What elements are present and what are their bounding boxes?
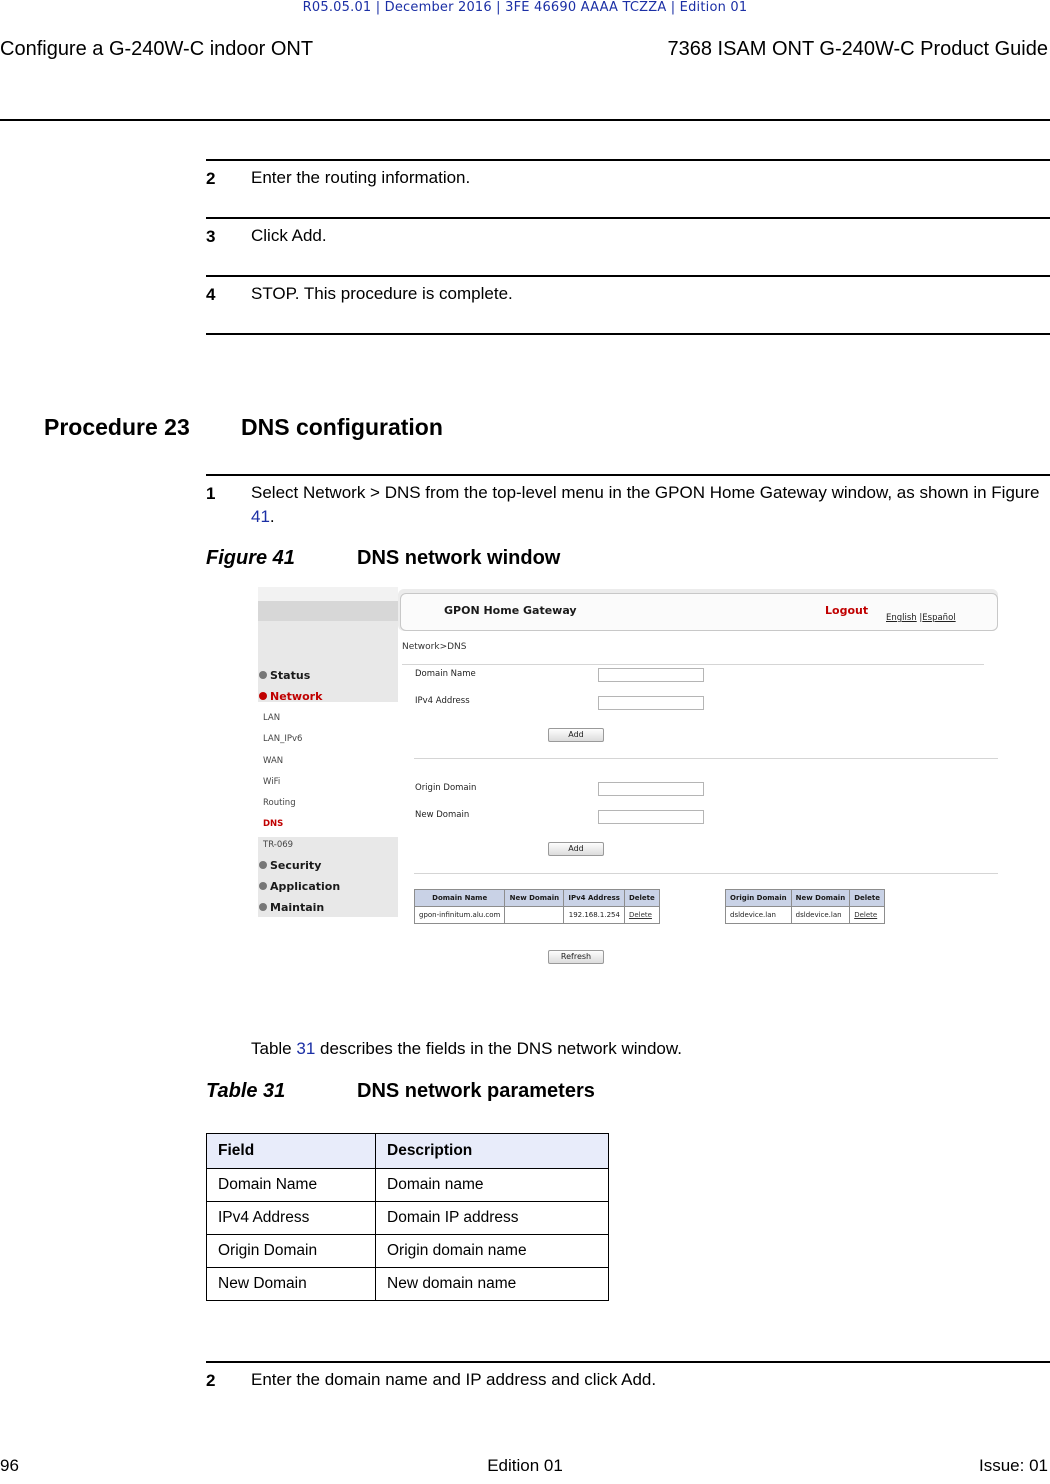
table-cell xyxy=(850,907,885,924)
table-cell: dsldevice.lan xyxy=(791,907,850,924)
nav-sub-lan[interactable]: LAN xyxy=(263,713,281,723)
dns-rename-table xyxy=(725,889,885,924)
table-intro-text xyxy=(251,1037,682,1061)
header-chapter-title: Configure a G-240W-C indoor ONT xyxy=(0,38,314,60)
add-button-2[interactable]: Add xyxy=(548,842,604,856)
table-row xyxy=(207,1202,609,1235)
column-header: IPv4 Address xyxy=(564,890,625,907)
step-number: 2 xyxy=(206,1371,216,1390)
table-row xyxy=(207,1235,609,1268)
nav-sub-dns[interactable]: DNS xyxy=(263,819,284,829)
delete-link[interactable]: Delete xyxy=(628,911,652,919)
column-header: Delete xyxy=(624,890,659,907)
figure-label: Figure 41 xyxy=(206,547,295,569)
step-text: Enter the routing information. xyxy=(251,168,471,187)
header-guide-title: 7368 ISAM ONT G-240W-C Product Guide xyxy=(667,38,1048,60)
nav-sub-wan[interactable]: WAN xyxy=(263,756,284,766)
nav-maintain[interactable]: Maintain xyxy=(270,901,325,914)
language-switch xyxy=(886,613,956,623)
step-text-part: Select Network > DNS from the top-level menu in the GPON Home Gateway window, as shown in Figure xyxy=(251,483,1040,502)
lang-espanol-link[interactable]: Español xyxy=(922,613,956,623)
page-number: 96 xyxy=(0,1456,19,1475)
lang-english-link[interactable]: English xyxy=(886,613,917,623)
column-header: New Domain xyxy=(791,890,850,907)
nav-sub-wifi[interactable]: WiFi xyxy=(263,777,281,787)
column-header: Origin Domain xyxy=(726,890,792,907)
table-row xyxy=(726,907,885,924)
domain-name-input[interactable] xyxy=(598,668,704,682)
step-rule xyxy=(206,159,1050,161)
nav-security[interactable]: Security xyxy=(270,859,322,872)
column-header: Domain Name xyxy=(415,890,505,907)
origin-domain-input[interactable] xyxy=(598,782,704,796)
step-text: Enter the domain name and IP address and click Add. xyxy=(251,1370,657,1389)
nav-application[interactable]: Application xyxy=(270,880,341,893)
table-title: DNS network parameters xyxy=(357,1080,595,1102)
step-text: Click Add. xyxy=(251,226,327,245)
lang-separator: | xyxy=(919,613,923,623)
table-cell xyxy=(624,907,659,924)
footer-edition: Edition 01 xyxy=(487,1456,563,1475)
step-rule xyxy=(206,333,1050,335)
expand-icon xyxy=(259,861,267,869)
column-header: Delete xyxy=(850,890,885,907)
sidebar-top xyxy=(258,587,398,601)
origin-domain-label: Origin Domain xyxy=(415,783,477,793)
table-cell: IPv4 Address xyxy=(207,1202,376,1235)
footer-issue: Issue: 01 xyxy=(979,1456,1048,1475)
document-watermark: R05.05.01 | December 2016 | 3FE 46690 AAAA TCZZA | Edition 01 xyxy=(302,0,748,15)
step-rule xyxy=(206,217,1050,219)
table-cell: New domain name xyxy=(376,1268,609,1301)
table-cell: 192.168.1.254 xyxy=(564,907,625,924)
divider xyxy=(402,664,984,665)
step-rule xyxy=(206,1361,1050,1363)
divider xyxy=(414,758,998,759)
step-text: STOP. This procedure is complete. xyxy=(251,284,513,303)
table-cell: Domain name xyxy=(376,1169,609,1202)
breadcrumb: Network>DNS xyxy=(402,642,467,652)
step-number: 1 xyxy=(206,484,216,503)
dns-host-table xyxy=(414,889,660,924)
nav-status[interactable]: Status xyxy=(270,669,311,682)
nav-sub-tr069[interactable]: TR-069 xyxy=(263,840,294,850)
table-cell xyxy=(505,907,564,924)
step-number: 3 xyxy=(206,227,216,246)
new-domain-input[interactable] xyxy=(598,810,704,824)
ipv4-address-label: IPv4 Address xyxy=(415,696,470,706)
step-number: 4 xyxy=(206,285,216,304)
procedure-title: DNS configuration xyxy=(241,414,443,440)
header-rule xyxy=(0,119,1050,121)
table-row xyxy=(207,1169,609,1202)
figure-title: DNS network window xyxy=(357,547,561,569)
step-rule xyxy=(206,474,1050,476)
collapse-icon xyxy=(259,692,267,700)
nav-sub-routing[interactable]: Routing xyxy=(263,798,296,808)
text-part: Table xyxy=(251,1039,297,1058)
column-header: Field xyxy=(207,1134,376,1169)
table-cell: Domain Name xyxy=(207,1169,376,1202)
table-cell: Origin Domain xyxy=(207,1235,376,1268)
divider xyxy=(414,873,998,874)
step-rule xyxy=(206,275,1050,277)
table-cell: New Domain xyxy=(207,1268,376,1301)
column-header: Description xyxy=(376,1134,609,1169)
table-cell: dsldevice.lan xyxy=(726,907,792,924)
logout-link[interactable]: Logout xyxy=(825,604,869,617)
figure-link[interactable]: 41 xyxy=(251,507,270,526)
dns-window-screenshot xyxy=(258,587,998,977)
table-cell: Origin domain name xyxy=(376,1235,609,1268)
step-number: 2 xyxy=(206,169,216,188)
refresh-button[interactable]: Refresh xyxy=(548,950,604,964)
delete-link[interactable]: Delete xyxy=(854,911,878,919)
procedure-label: Procedure 23 xyxy=(44,414,190,440)
table-cell: gpon-infinitum.alu.com xyxy=(415,907,505,924)
step-text xyxy=(251,481,1041,529)
gateway-title: GPON Home Gateway xyxy=(444,604,577,617)
step-text-part: . xyxy=(269,507,275,526)
table-cell: Domain IP address xyxy=(376,1202,609,1235)
domain-name-label: Domain Name xyxy=(415,669,476,679)
nav-network[interactable]: Network xyxy=(270,690,323,703)
add-button[interactable]: Add xyxy=(548,728,604,742)
sidebar-band xyxy=(258,601,398,621)
table-row xyxy=(415,907,660,924)
text-part: describes the fields in the DNS network window. xyxy=(315,1039,682,1058)
ipv4-address-input[interactable] xyxy=(598,696,704,710)
new-domain-label: New Domain xyxy=(415,810,470,820)
expand-icon xyxy=(259,882,267,890)
table-label: Table 31 xyxy=(206,1080,286,1102)
column-header: New Domain xyxy=(505,890,564,907)
table-link[interactable]: 31 xyxy=(296,1039,316,1058)
expand-icon xyxy=(259,903,267,911)
nav-sub-lan-ipv6[interactable]: LAN_IPv6 xyxy=(263,734,303,744)
dns-parameters-table xyxy=(206,1133,609,1301)
table-row xyxy=(207,1268,609,1301)
expand-icon xyxy=(259,671,267,679)
